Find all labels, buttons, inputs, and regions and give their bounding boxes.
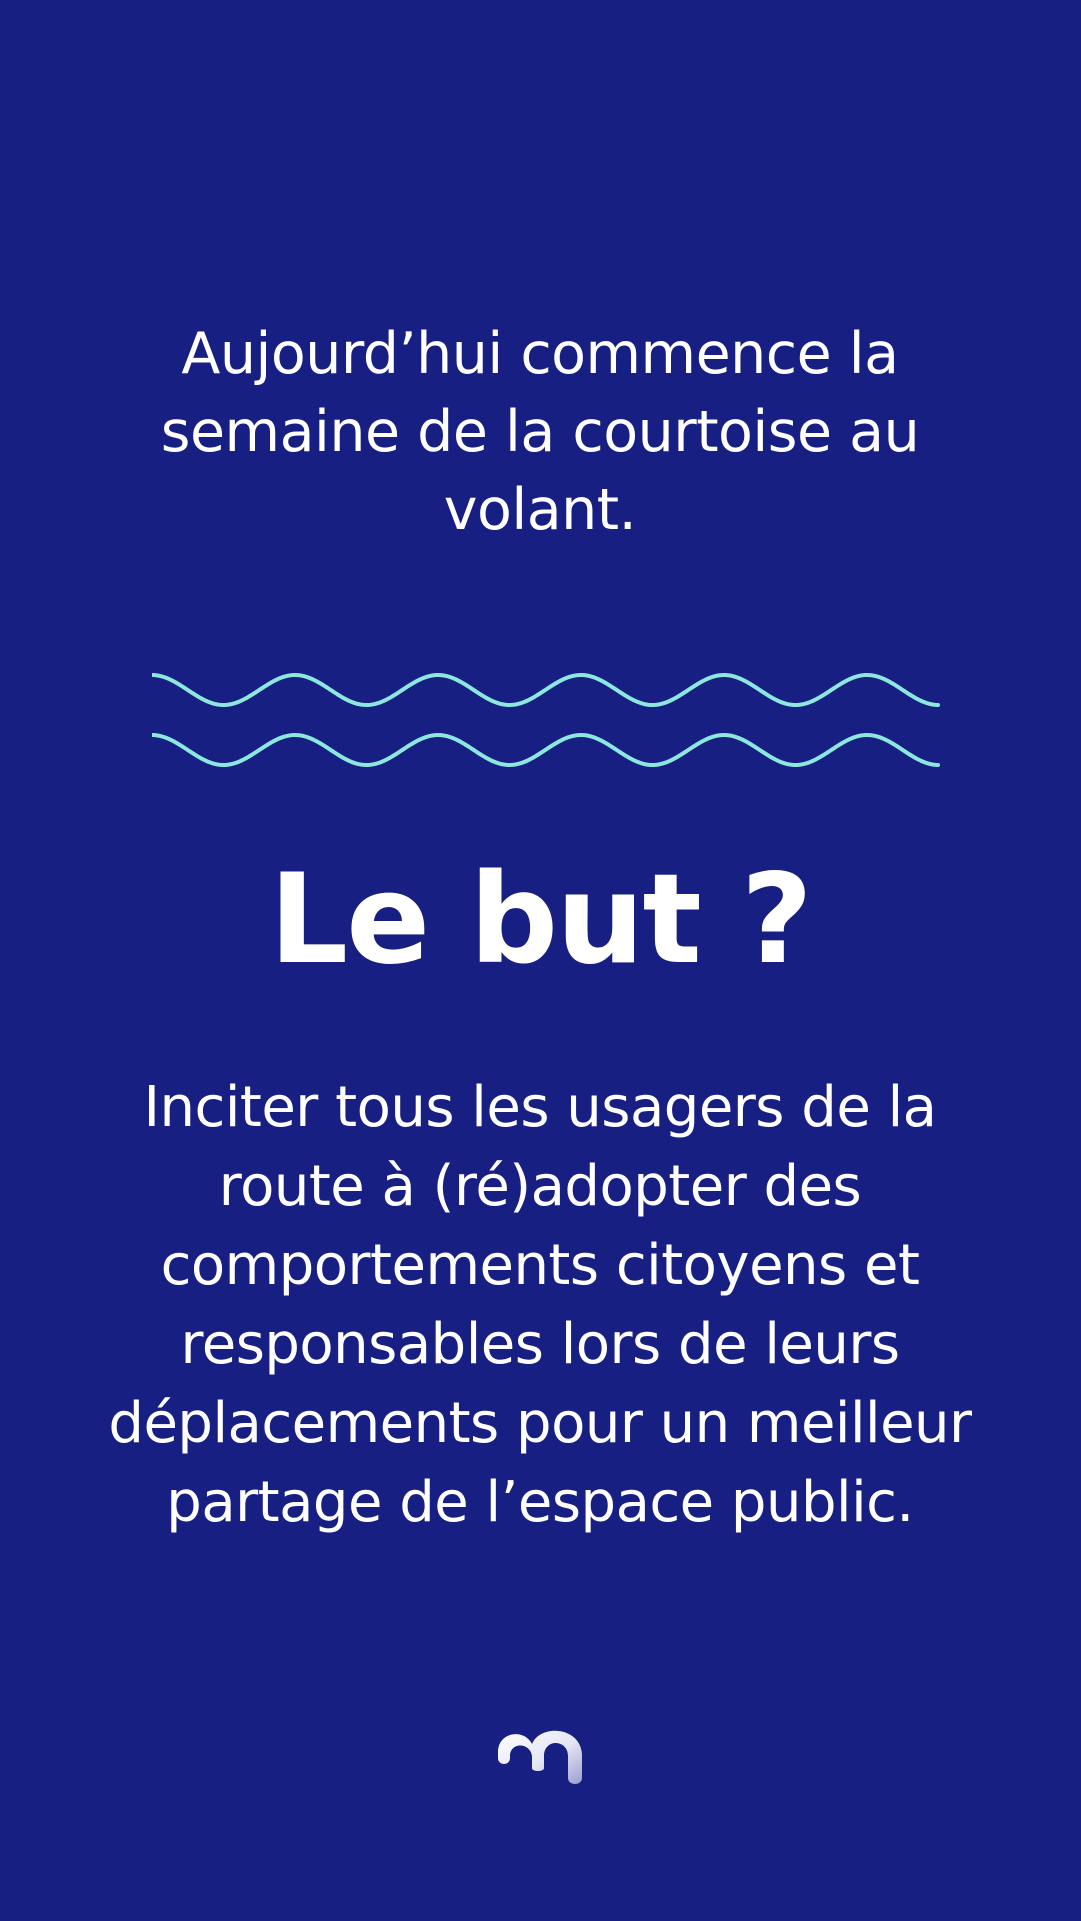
wave-line-bottom xyxy=(152,735,938,765)
double-wave-divider-icon xyxy=(152,660,942,770)
body-text: Inciter tous les usagers de la route à (ré)adopter des comportements citoyens et responsables lors de leurs déplacements pour un meilleur partage de l’espace public. xyxy=(108,1075,972,1535)
heading-title: Le but ? xyxy=(269,848,811,992)
intro-text: Aujourd’hui commence la semaine de la courtoise au volant. xyxy=(160,321,920,543)
m-logo-icon xyxy=(488,1722,594,1790)
wave-line-top xyxy=(152,675,938,705)
